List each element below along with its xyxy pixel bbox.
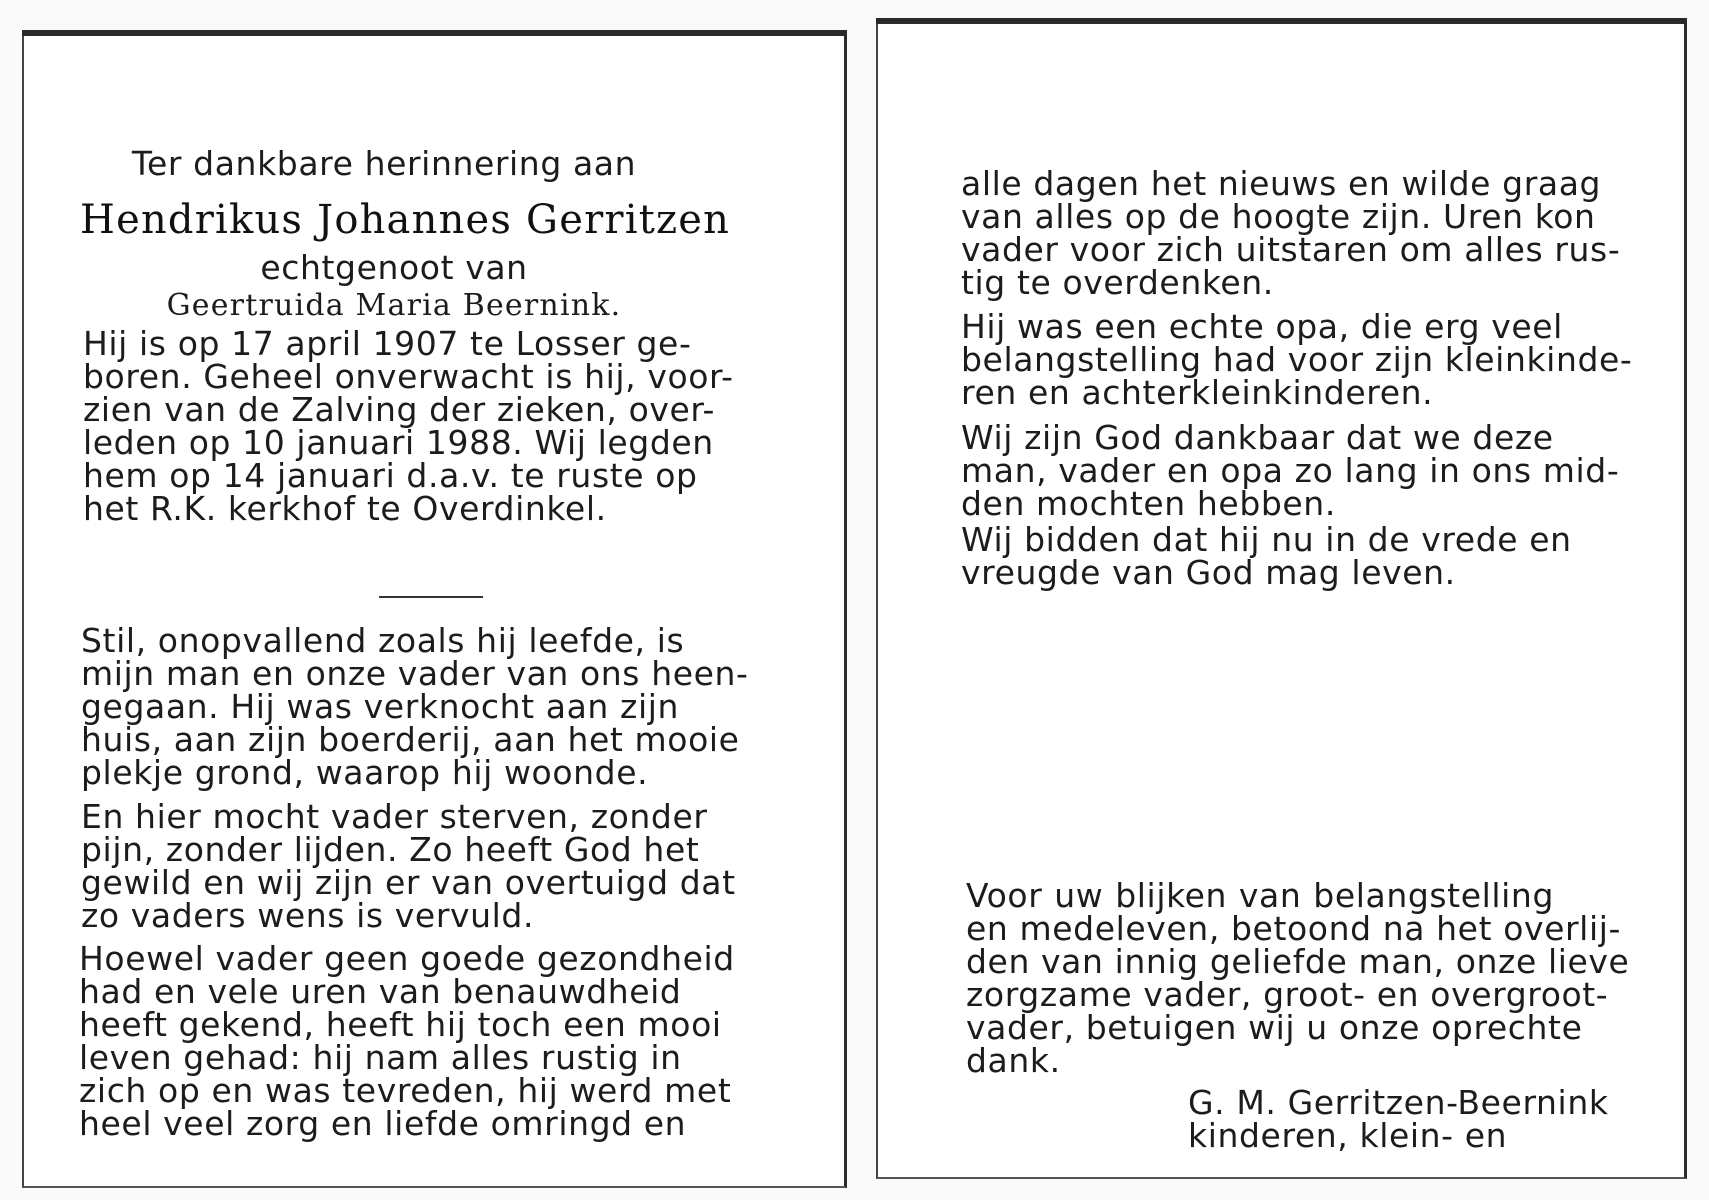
text-line: zich op en was tevreden, hij werd met [79,1071,732,1110]
text-line: den van innig geliefde man, onze lieve [966,942,1630,981]
text-line: huis, aan zijn boerderij, aan het mooie [81,720,740,759]
text-line: Hoewel vader geen goede gezondheid [79,939,735,978]
section-divider [379,596,483,598]
relation-text: echtgenoot van [260,248,528,287]
text-line: tig te overdenken. [961,263,1274,302]
text-line: mijn man en onze vader van ons heen- [81,654,749,693]
text-line: en medeleven, betoond na het overlij- [966,909,1622,948]
text-line: leven gehad: hij nam alles rustig in [79,1038,682,1077]
text-line: gegaan. Hij was verknocht aan zijn [81,687,679,726]
signature-family: kinderen, klein- en [1188,1116,1508,1155]
text-line: zo vaders wens is vervuld. [81,896,535,935]
text-line: Hij is op 17 april 1907 te Losser ge- [83,324,692,363]
text-line: Hij was een echte opa, die erg veel [961,307,1563,346]
text-line: zorgzame vader, groot- en overgroot- [966,975,1609,1014]
text-line: den mochten hebben. [961,484,1336,523]
text-line: plekje grond, waarop hij woonde. [81,753,649,792]
text-line: Voor uw blijken van belangstelling [966,876,1554,915]
deceased-name: Hendrikus Johannes Gerritzen [80,197,731,243]
text-line: vreugde van God mag leven. [961,553,1456,592]
text-line: leden op 10 januari 1988. Wij legden [83,423,714,462]
text-line: van alles op de hoogte zijn. Uren kon [961,197,1596,236]
memorial-card-right-page [876,22,1687,1179]
text-line: gewild en wij zijn er van overtuigd dat [81,863,736,902]
text-line: hem op 14 januari d.a.v. te ruste op [83,456,698,495]
text-line: Stil, onopvallend zoals hij leefde, is [81,621,685,660]
text-line: zien van de Zalving der zieken, over- [83,390,715,429]
text-line: dank. [966,1041,1061,1080]
text-line: alle dagen het nieuws en wilde graag [961,164,1602,203]
intro-text: Ter dankbare herinnering aan [131,144,637,183]
text-line: belangstelling had voor zijn kleinkinde- [961,340,1633,379]
text-line: vader voor zich uitstaren om alles rus- [961,230,1621,269]
memorial-card-left-page [22,34,847,1188]
text-line: had en vele uren van benauwdheid [79,972,682,1011]
text-line: heeft gekend, heeft hij toch een mooi [79,1005,722,1044]
text-line: pijn, zonder lijden. Zo heeft God het [81,830,700,869]
text-line: boren. Geheel onverwacht is hij, voor- [83,357,734,396]
text-line: ren en achterkleinkinderen. [961,373,1434,412]
text-line: Wij zijn God dankbaar dat we deze [961,418,1554,457]
text-line: Wij bidden dat hij nu in de vrede en [961,520,1572,559]
text-line: vader, betuigen wij u onze oprechte [966,1008,1583,1047]
text-line: heel veel zorg en liefde omringd en [79,1104,687,1143]
text-line: het R.K. kerkhof te Overdinkel. [83,489,607,528]
spouse-name: Geertruida Maria Beernink. [166,288,622,323]
text-line: En hier mocht vader sterven, zonder [81,797,708,836]
signature-name: G. M. Gerritzen-Beernink [1188,1083,1609,1122]
text-line: man, vader en opa zo lang in ons mid- [961,451,1620,490]
